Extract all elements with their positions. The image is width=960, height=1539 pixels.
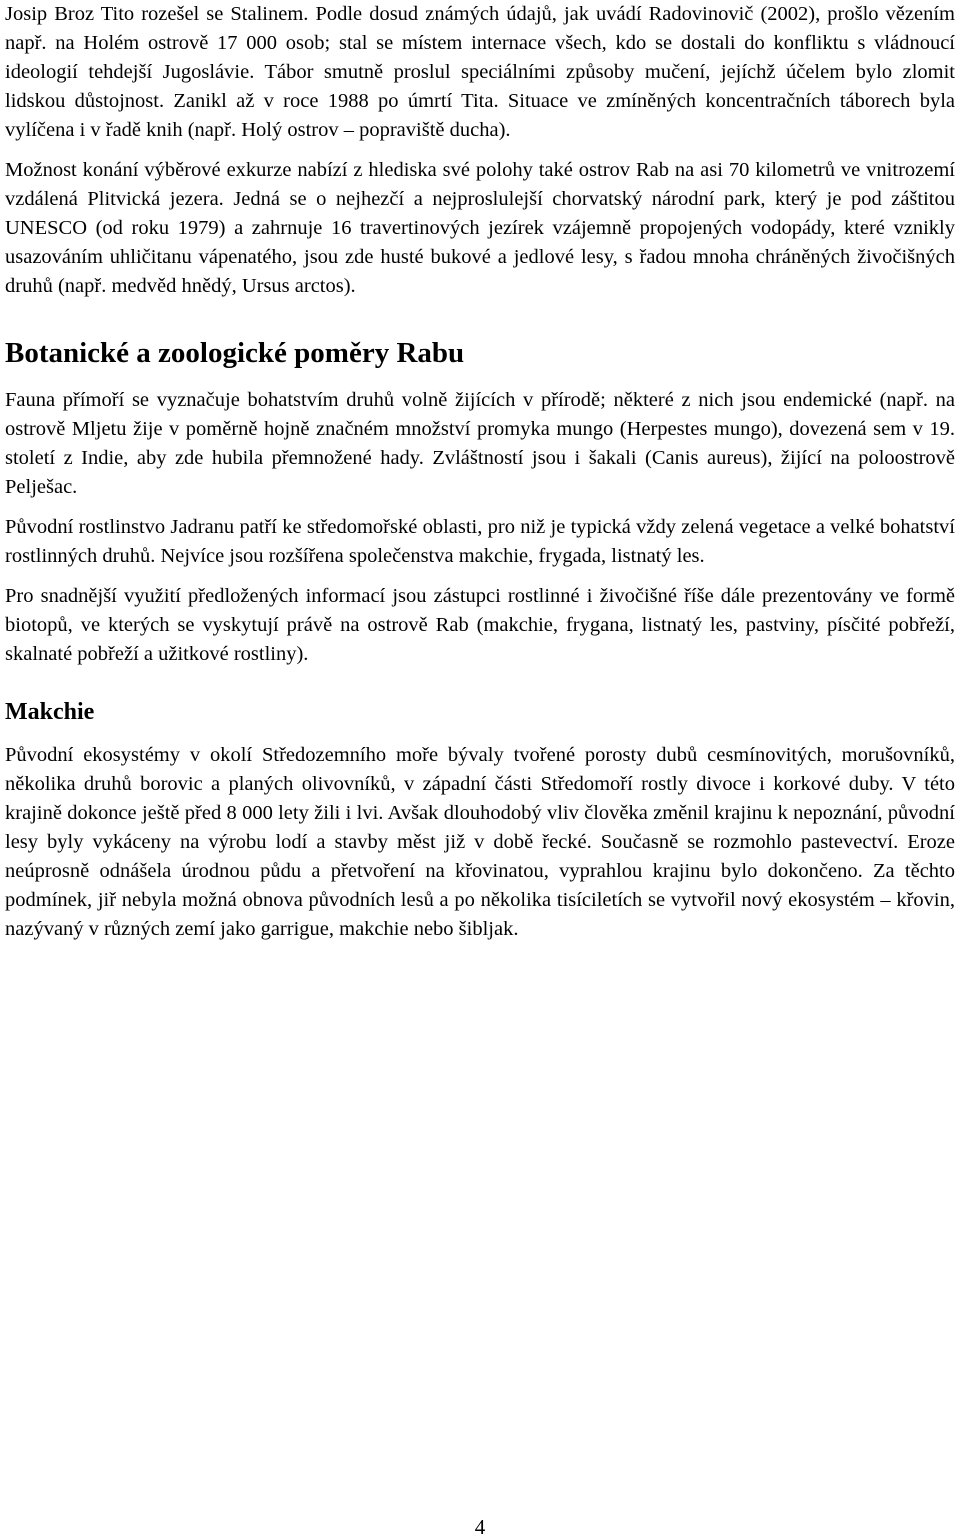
paragraph-fauna: Fauna přímoří se vyznačuje bohatstvím druhů volně žijících v přírodě; některé z nich jsou endemické (např. na ostrově Mljetu žije v poměrně hojně značném množství promyka mungo (Herpestes mungo), dovezená sem v 19. století z Indie, aby zde hubila přemnožené hady. Zvláštností jsou i šakali (Canis aureus), žijící na poloostrově Pelješac. [5,389,955,499]
paragraph-ecosystems: Původní ekosystémy v okolí Středozemního moře bývaly tvořené porosty dubů cesmínovitých, morušovníků, několika druhů borovic a planých olivovníků, v západní části Středomoří rostly divoce i korkové duby. V této krajině dokonce ještě před 8 000 lety žili i lvi. Avšak dlouhodobý vliv člověka změnil krajinu k nepoznání, původní lesy byly vykáceny na výrobu lodí a stavby měst již v době řecké. Současně se rozmohlo pastevectví. Eroze neúprosně odnášela úrodnou půdu a přetvoření na křovinatou, vyprahlou krajinu bylo dokončeno. Za těchto podmínek, jiř nebyla možná obnova původních lesů a po několika tisíciletích se vytvořil nový ekosystém – křovin, nazývaný v různých zemí jako garrigue, makchie nebo šibljak. [5,743,955,940]
document-page [5,0,955,944]
paragraph-tito-camps: Josip Broz Tito rozešel se Stalinem. Podle dosud známých údajů, jak uvádí Radovinovič (2002), prošlo vězením např. na Holém ostrově 17 000 osob; stal se místem internace všech, kdo se dostali do konfliktu s vládnoucí ideologií tehdejší Jugoslávie. Tábor smutně proslul speciálními způsoby mučení, jejíchž účelem bylo zlomit lidskou důstojnost. Zanikl až v roce 1988 po úmrtí Tita. Situace ve zmíněných koncentračních táborech byla vylíčena i v řadě knih (např. Holý ostrov – popraviště ducha). [5,3,955,141]
page-number: 4 [474,1515,486,1539]
heading-botany-zoology: Botanické a zoologické poměry Rabu [5,337,465,369]
paragraph-plitvice-lakes: Možnost konání výběrové exkurze nabízí z hlediska své polohy také ostrov Rab na asi 70 kilometrů ve vnitrozemí vzdálená Plitvická jezera. Jedná se o nejhezčí a nejproslulejší chorvatský národní park, který je pod záštitou UNESCO (od roku 1979) a zahrnuje 16 travertinových jezírek vzájemně propojených vodopády, které vznikly usazováním uhličitanu vápenatého, jsou zde husté bukové a jedlové lesy, s řadou mnoha chráněných živočišných druhů (např. medvěd hnědý, Ursus arctos). [5,159,955,297]
heading-makchie: Makchie [5,699,95,726]
paragraph-biotopes: Pro snadnější využití předložených informací jsou zástupci rostlinné i živočišné říše dále prezentovány ve formě biotopů, ve kterých se vyskytují právě na ostrově Rab (makchie, frygana, listnatý les, pastviny, písčité pobřeží, skalnaté pobřeží a užitkové rostliny). [5,585,955,666]
paragraph-flora: Původní rostlinstvo Jadranu patří ke středomořské oblasti, pro niž je typická vždy zelená vegetace a velké bohatství rostlinných druhů. Nejvíce jsou rozšířena společenstva makchie, frygada, listnatý les. [5,516,955,568]
